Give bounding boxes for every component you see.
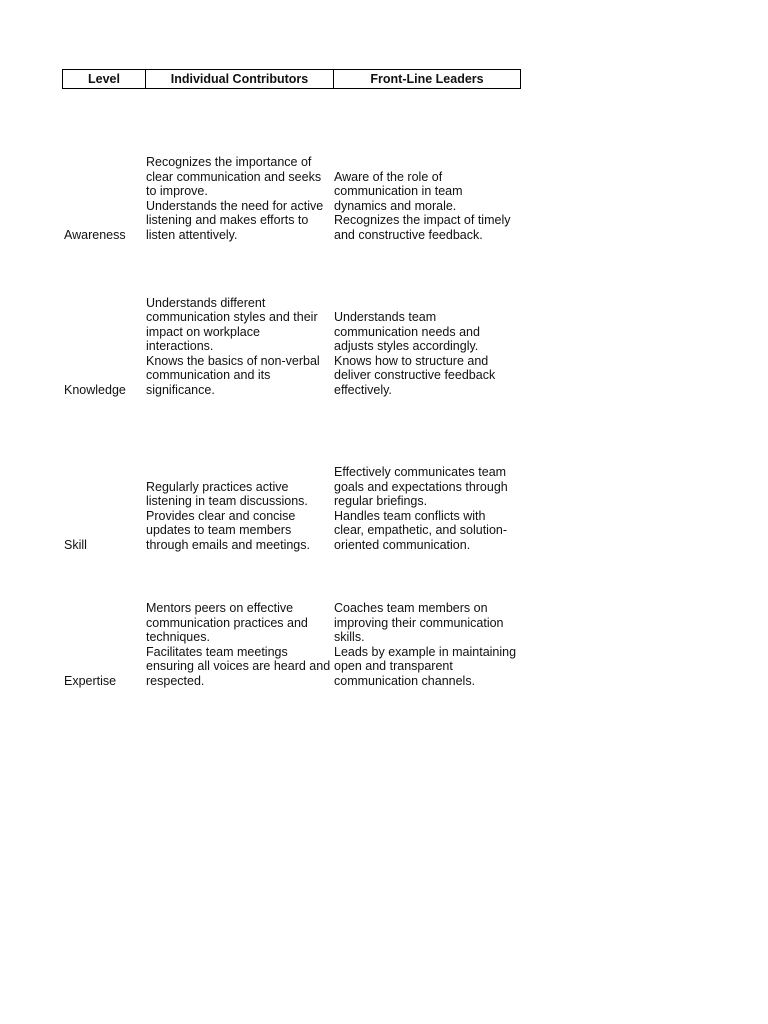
table-row-skill <box>62 460 522 552</box>
table-row-knowledge <box>62 290 522 397</box>
table-row-expertise <box>62 595 522 688</box>
front-line-leaders-cell: Coaches team members on improving their communication skills. Leads by example in maintaining open and transparent communication channels. <box>334 601 517 688</box>
header-individual-contributors: Individual Contributors <box>146 70 334 88</box>
header-front-line-leaders: Front-Line Leaders <box>370 72 484 86</box>
table-header-row <box>62 69 521 89</box>
individual-contributors-cell: Mentors peers on effective communication practices and techniques. Facilitates team meetings ensuring all voices are heard and respected. <box>146 601 331 688</box>
individual-contributors-cell: Recognizes the importance of clear communication and seeks to improve. Understands the need for active listening and makes efforts to listen attentively. <box>146 155 324 242</box>
level-cell: Knowledge <box>64 382 126 397</box>
table-row-awareness <box>62 150 522 242</box>
level-cell: Awareness <box>64 227 126 242</box>
front-line-leaders-cell: Understands team communication needs and adjusts styles accordingly. Knows how to structure and deliver constructive feedback effectively. <box>334 310 496 397</box>
front-line-leaders-cell: Effectively communicates team goals and expectations through regular briefings. Handles team conflicts with clear, empathetic, and solution- oriented communication. <box>334 465 508 552</box>
level-cell: Skill <box>64 537 87 552</box>
front-line-leaders-cell: Aware of the role of communication in team dynamics and morale. Recognizes the impact of timely and constructive feedback. <box>334 169 511 242</box>
individual-contributors-cell: Regularly practices active listening in team discussions. Provides clear and concise updates to team members through emails and meetings. <box>146 479 310 552</box>
individual-contributors-cell: Understands different communication styles and their impact on workplace interactions. Knows the basics of non-verbal communication and its significance. <box>146 295 320 397</box>
header-level: Level <box>63 70 146 88</box>
level-cell: Expertise <box>64 673 117 688</box>
